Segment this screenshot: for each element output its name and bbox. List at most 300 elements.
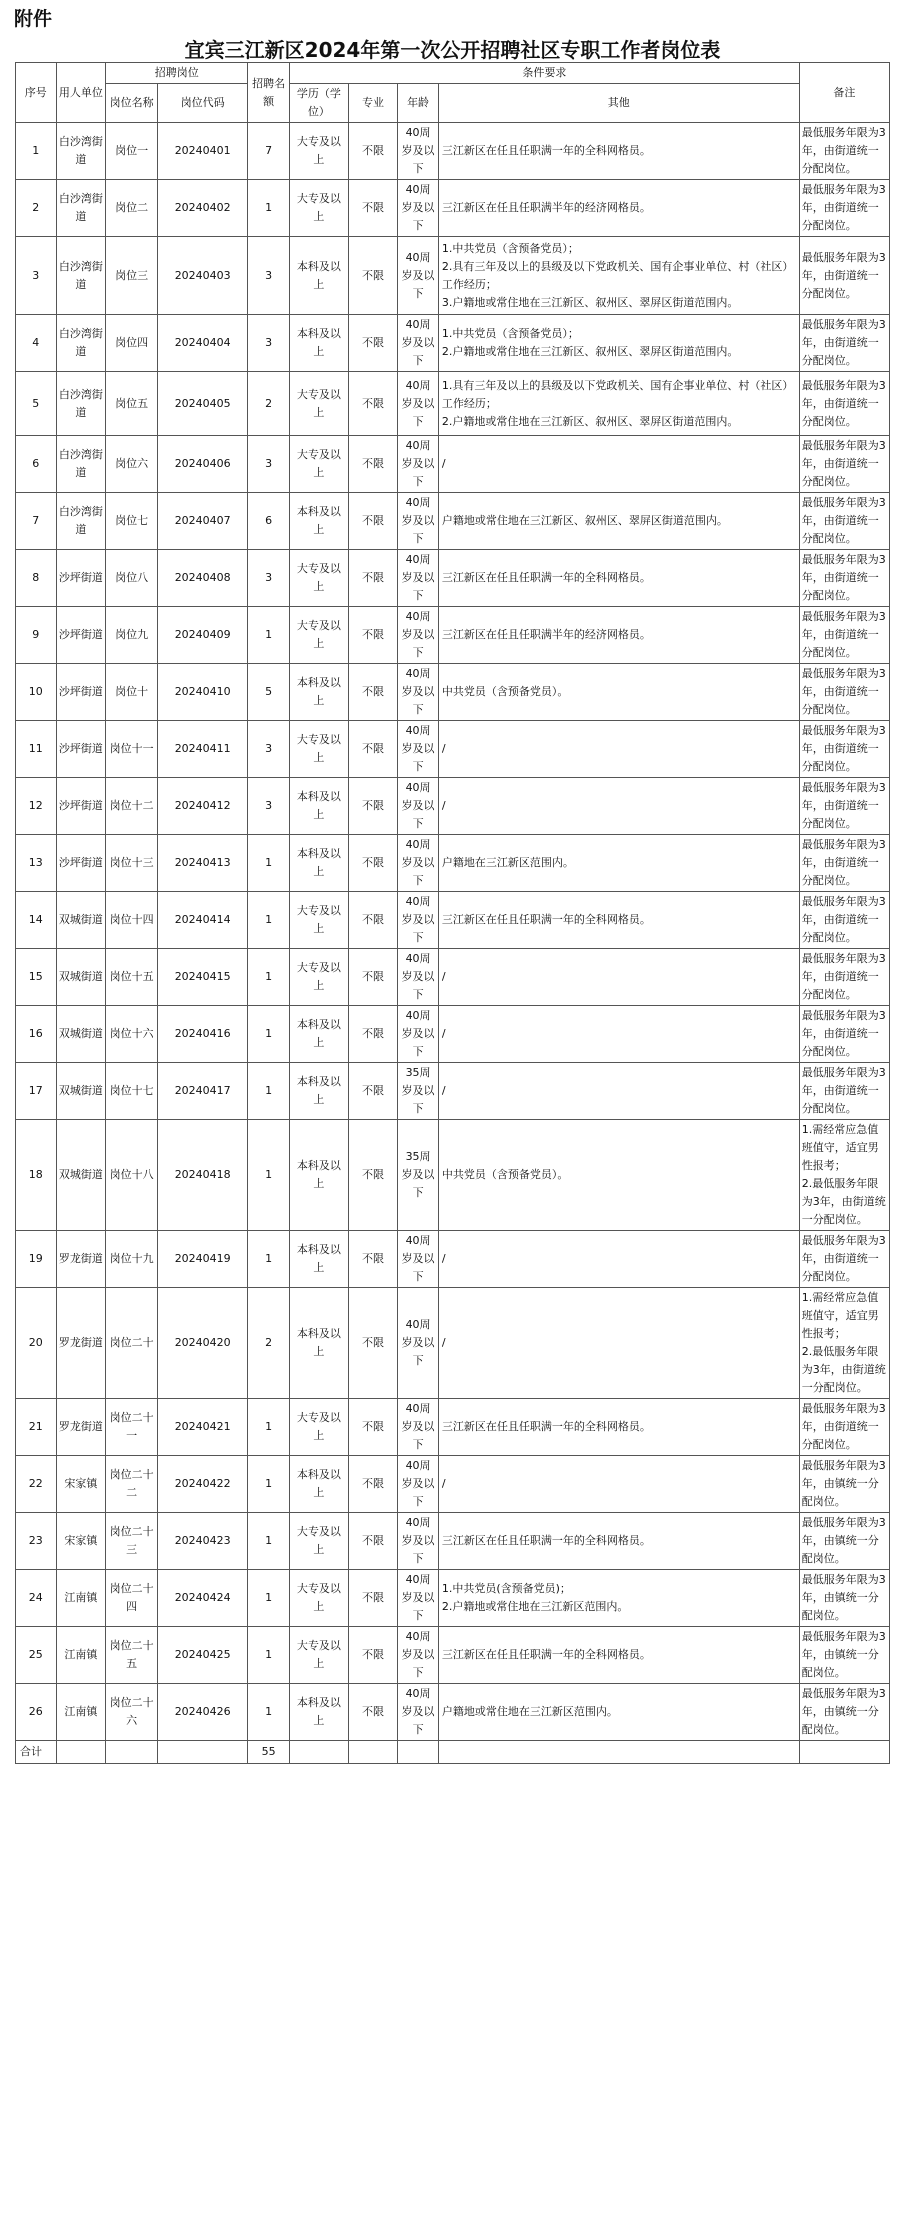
row-position-code: 20240413 (158, 835, 248, 892)
header-position-code: 岗位代码 (158, 84, 248, 123)
row-position-name: 岗位二十四 (106, 1570, 158, 1627)
row-remark-line: 1.需经常应急值班值守，适宜男性报考； (801, 1123, 879, 1172)
row-index: 15 (16, 949, 57, 1006)
row-position-name: 岗位十七 (106, 1063, 158, 1120)
header-quota: 招聘名额 (248, 63, 290, 123)
row-other-line: / (441, 970, 446, 983)
row-major: 不限 (348, 892, 398, 949)
row-remark-line: 1.需经常应急值班值守，适宜男性报考； (801, 1291, 879, 1340)
row-position-code: 20240417 (158, 1063, 248, 1120)
table-row (16, 315, 890, 372)
row-other (438, 180, 799, 237)
row-quota: 1 (248, 607, 290, 664)
table-row (16, 1231, 890, 1288)
row-other (438, 123, 799, 180)
row-quota: 6 (248, 493, 290, 550)
row-quota: 2 (248, 372, 290, 436)
row-remark (799, 1063, 889, 1120)
row-employer: 沙坪街道 (56, 664, 106, 721)
table-row (16, 493, 890, 550)
row-position-code: 20240425 (158, 1627, 248, 1684)
row-position-name: 岗位十四 (106, 892, 158, 949)
row-education: 本科及以上 (290, 1063, 349, 1120)
row-education: 大专及以上 (290, 949, 349, 1006)
row-remark (799, 1456, 889, 1513)
row-position-name: 岗位十五 (106, 949, 158, 1006)
row-age: 40周岁及以下 (398, 493, 439, 550)
row-index: 10 (16, 664, 57, 721)
row-index: 16 (16, 1006, 57, 1063)
row-position-code: 20240410 (158, 664, 248, 721)
row-remark (799, 664, 889, 721)
row-employer: 双城街道 (56, 1120, 106, 1231)
row-remark-line: 最低服务年限为3年，由街道统一分配岗位。 (801, 439, 886, 488)
row-position-code: 20240406 (158, 436, 248, 493)
row-age: 40周岁及以下 (398, 1456, 439, 1513)
row-other (438, 1399, 799, 1456)
row-age: 40周岁及以下 (398, 1399, 439, 1456)
row-remark (799, 237, 889, 315)
row-other-line: 三江新区在任且任职满半年的经济网格员。 (441, 628, 651, 641)
row-position-code: 20240412 (158, 778, 248, 835)
row-other (438, 1570, 799, 1627)
row-major: 不限 (348, 1513, 398, 1570)
row-remark-line: 最低服务年限为3年，由街道统一分配岗位。 (801, 126, 886, 175)
row-remark-line: 最低服务年限为3年，由镇统一分配岗位。 (801, 1516, 886, 1565)
row-remark-line: 最低服务年限为3年，由街道统一分配岗位。 (801, 838, 886, 887)
row-age: 40周岁及以下 (398, 1684, 439, 1741)
row-age: 40周岁及以下 (398, 949, 439, 1006)
row-other (438, 372, 799, 436)
row-position-name: 岗位二十一 (106, 1399, 158, 1456)
row-quota: 2 (248, 1288, 290, 1399)
table-row (16, 180, 890, 237)
row-quota: 3 (248, 721, 290, 778)
row-remark-line: 最低服务年限为3年，由镇统一分配岗位。 (801, 1573, 886, 1622)
row-index: 12 (16, 778, 57, 835)
row-age: 40周岁及以下 (398, 835, 439, 892)
row-position-name: 岗位三 (106, 237, 158, 315)
row-major: 不限 (348, 1120, 398, 1231)
row-other-line: 三江新区在任且任职满一年的全科网格员。 (441, 913, 651, 926)
table-row (16, 721, 890, 778)
row-position-name: 岗位十三 (106, 835, 158, 892)
table-row (16, 1684, 890, 1741)
row-other (438, 1120, 799, 1231)
attachment-label: 附件 (14, 8, 53, 30)
row-major: 不限 (348, 778, 398, 835)
positions-table (15, 62, 890, 1764)
row-remark-line: 最低服务年限为3年，由街道统一分配岗位。 (801, 1234, 886, 1283)
row-index: 11 (16, 721, 57, 778)
row-remark-line: 最低服务年限为3年，由街道统一分配岗位。 (801, 895, 886, 944)
row-employer: 宋家镇 (56, 1456, 106, 1513)
row-age: 40周岁及以下 (398, 372, 439, 436)
row-remark-line: 最低服务年限为3年，由街道统一分配岗位。 (801, 250, 886, 300)
row-index: 20 (16, 1288, 57, 1399)
document-title: 宜宾三江新区2024年第一次公开招聘社区专职工作者岗位表 (184, 38, 721, 62)
row-employer: 白沙湾街道 (56, 123, 106, 180)
row-other-line: 1.中共党员(含预备党员)； (441, 1582, 571, 1595)
row-index: 3 (16, 237, 57, 315)
row-age: 40周岁及以下 (398, 664, 439, 721)
row-remark-line: 最低服务年限为3年，由镇统一分配岗位。 (801, 1459, 886, 1508)
row-other (438, 493, 799, 550)
row-other-line: / (441, 1027, 446, 1040)
row-employer: 白沙湾街道 (56, 315, 106, 372)
row-index: 22 (16, 1456, 57, 1513)
total-quota: 55 (248, 1741, 290, 1764)
header-education: 学历（学位） (290, 84, 349, 123)
row-quota: 1 (248, 1456, 290, 1513)
row-age: 40周岁及以下 (398, 607, 439, 664)
row-index: 25 (16, 1627, 57, 1684)
row-quota: 1 (248, 1570, 290, 1627)
row-remark (799, 1006, 889, 1063)
row-other (438, 721, 799, 778)
row-position-name: 岗位四 (106, 315, 158, 372)
row-major: 不限 (348, 607, 398, 664)
row-position-name: 岗位二十三 (106, 1513, 158, 1570)
row-remark (799, 721, 889, 778)
row-other-line: 3.户籍地或常住地在三江新区、叙州区、翠屏区街道范围内。 (441, 295, 739, 309)
row-major: 不限 (348, 1063, 398, 1120)
row-major: 不限 (348, 1570, 398, 1627)
row-remark-line: 最低服务年限为3年，由街道统一分配岗位。 (801, 1402, 886, 1451)
row-remark-line: 最低服务年限为3年，由街道统一分配岗位。 (801, 496, 886, 545)
row-other-line: / (441, 799, 446, 812)
row-position-code: 20240402 (158, 180, 248, 237)
table-row (16, 835, 890, 892)
row-remark (799, 778, 889, 835)
row-quota: 1 (248, 1513, 290, 1570)
row-major: 不限 (348, 237, 398, 315)
row-other-line: 三江新区在任且任职满一年的全科网格员。 (441, 1420, 651, 1433)
row-position-name: 岗位十二 (106, 778, 158, 835)
row-quota: 1 (248, 949, 290, 1006)
row-major: 不限 (348, 835, 398, 892)
table-row (16, 1513, 890, 1570)
row-education: 大专及以上 (290, 372, 349, 436)
table-row (16, 1627, 890, 1684)
row-major: 不限 (348, 493, 398, 550)
row-position-name: 岗位十九 (106, 1231, 158, 1288)
row-other (438, 1288, 799, 1399)
row-index: 2 (16, 180, 57, 237)
table-row (16, 436, 890, 493)
row-remark (799, 123, 889, 180)
header-position-name: 岗位名称 (106, 84, 158, 123)
row-other (438, 949, 799, 1006)
row-education: 本科及以上 (290, 1684, 349, 1741)
row-other (438, 607, 799, 664)
row-age: 40周岁及以下 (398, 1288, 439, 1399)
row-remark-line: 最低服务年限为3年，由街道统一分配岗位。 (801, 183, 886, 232)
row-education: 大专及以上 (290, 721, 349, 778)
row-quota: 1 (248, 1120, 290, 1231)
row-major: 不限 (348, 1288, 398, 1399)
row-remark (799, 1684, 889, 1741)
row-employer: 双城街道 (56, 892, 106, 949)
row-age: 40周岁及以下 (398, 180, 439, 237)
row-index: 19 (16, 1231, 57, 1288)
row-major: 不限 (348, 664, 398, 721)
header-index: 序号 (16, 63, 57, 123)
row-employer: 沙坪街道 (56, 607, 106, 664)
row-education: 大专及以上 (290, 892, 349, 949)
row-index: 4 (16, 315, 57, 372)
row-education: 大专及以上 (290, 1627, 349, 1684)
row-employer: 白沙湾街道 (56, 237, 106, 315)
row-other (438, 237, 799, 315)
row-position-code: 20240403 (158, 237, 248, 315)
row-other-line: 户籍地或常住地在三江新区范围内。 (441, 1705, 618, 1718)
row-other (438, 1456, 799, 1513)
row-quota: 3 (248, 237, 290, 315)
table-row (16, 607, 890, 664)
row-quota: 3 (248, 436, 290, 493)
row-other-line: 户籍地或常住地在三江新区、叙州区、翠屏区街道范围内。 (441, 514, 728, 527)
row-remark-line: 最低服务年限为3年，由街道统一分配岗位。 (801, 318, 886, 367)
row-remark-line: 最低服务年限为3年，由街道统一分配岗位。 (801, 553, 886, 602)
row-other-line: 三江新区在任且任职满一年的全科网格员。 (441, 1648, 651, 1661)
row-other (438, 550, 799, 607)
row-remark (799, 436, 889, 493)
row-other-line: 户籍地在三江新区范围内。 (441, 856, 574, 869)
row-other-line: / (441, 1084, 446, 1097)
row-employer: 江南镇 (56, 1570, 106, 1627)
row-quota: 1 (248, 1627, 290, 1684)
row-education: 本科及以上 (290, 778, 349, 835)
row-index: 13 (16, 835, 57, 892)
row-employer: 双城街道 (56, 1063, 106, 1120)
row-remark (799, 180, 889, 237)
row-remark-line: 最低服务年限为3年，由街道统一分配岗位。 (801, 1009, 886, 1058)
row-remark-line: 最低服务年限为3年，由街道统一分配岗位。 (801, 781, 886, 830)
row-age: 40周岁及以下 (398, 123, 439, 180)
row-quota: 1 (248, 1006, 290, 1063)
row-other (438, 315, 799, 372)
row-position-code: 20240419 (158, 1231, 248, 1288)
table-row (16, 372, 890, 436)
row-remark-line: 2.最低服务年限为3年，由街道统一分配岗位。 (801, 1177, 886, 1226)
row-position-code: 20240424 (158, 1570, 248, 1627)
row-major: 不限 (348, 372, 398, 436)
row-age: 40周岁及以下 (398, 1006, 439, 1063)
table-row (16, 1006, 890, 1063)
row-remark-line: 最低服务年限为3年，由街道统一分配岗位。 (801, 724, 886, 773)
row-other-line: 三江新区在任且任职满一年的全科网格员。 (441, 1534, 651, 1547)
row-education: 大专及以上 (290, 607, 349, 664)
row-position-name: 岗位六 (106, 436, 158, 493)
row-other (438, 1006, 799, 1063)
header-requirements-group: 条件要求 (290, 63, 800, 84)
row-major: 不限 (348, 1399, 398, 1456)
row-position-name: 岗位七 (106, 493, 158, 550)
row-index: 24 (16, 1570, 57, 1627)
row-education: 本科及以上 (290, 1006, 349, 1063)
row-employer: 沙坪街道 (56, 550, 106, 607)
row-remark (799, 949, 889, 1006)
row-position-name: 岗位二十五 (106, 1627, 158, 1684)
table-row (16, 1399, 890, 1456)
total-label: 合计 (16, 1741, 57, 1764)
row-other-line: 2.户籍地或常住地在三江新区范围内。 (441, 1600, 629, 1613)
row-other-line: 1.中共党员（含预备党员）； (441, 327, 579, 340)
header-employer: 用人单位 (56, 63, 106, 123)
row-employer: 沙坪街道 (56, 835, 106, 892)
row-position-name: 岗位一 (106, 123, 158, 180)
row-education: 本科及以上 (290, 237, 349, 315)
header-age: 年龄 (398, 84, 439, 123)
row-quota: 3 (248, 315, 290, 372)
row-major: 不限 (348, 180, 398, 237)
row-position-code: 20240426 (158, 1684, 248, 1741)
row-education: 大专及以上 (290, 180, 349, 237)
row-other (438, 1627, 799, 1684)
row-quota: 1 (248, 892, 290, 949)
row-other-line: 2.户籍地或常住地在三江新区、叙州区、翠屏区街道范围内。 (441, 414, 739, 428)
row-position-name: 岗位九 (106, 607, 158, 664)
row-remark (799, 1231, 889, 1288)
row-index: 5 (16, 372, 57, 436)
row-age: 40周岁及以下 (398, 1570, 439, 1627)
row-remark (799, 892, 889, 949)
row-age: 40周岁及以下 (398, 550, 439, 607)
row-other (438, 436, 799, 493)
row-remark-line: 最低服务年限为3年，由街道统一分配岗位。 (801, 378, 886, 428)
row-index: 8 (16, 550, 57, 607)
row-major: 不限 (348, 436, 398, 493)
row-other-line: 三江新区在任且任职满半年的经济网格员。 (441, 201, 651, 214)
row-index: 23 (16, 1513, 57, 1570)
row-other (438, 1513, 799, 1570)
row-quota: 3 (248, 550, 290, 607)
row-other-line: 三江新区在任且任职满一年的全科网格员。 (441, 571, 651, 584)
row-education: 本科及以上 (290, 493, 349, 550)
row-position-name: 岗位二 (106, 180, 158, 237)
row-remark (799, 607, 889, 664)
row-education: 本科及以上 (290, 315, 349, 372)
row-education: 大专及以上 (290, 1570, 349, 1627)
row-quota: 1 (248, 1399, 290, 1456)
row-position-code: 20240411 (158, 721, 248, 778)
header-position-group: 招聘岗位 (106, 63, 248, 84)
row-index: 7 (16, 493, 57, 550)
row-quota: 1 (248, 1231, 290, 1288)
row-position-code: 20240423 (158, 1513, 248, 1570)
row-remark-line: 最低服务年限为3年，由街道统一分配岗位。 (801, 667, 886, 716)
row-other-line: 中共党员（含预备党员）。 (441, 1168, 569, 1181)
row-remark (799, 550, 889, 607)
row-education: 本科及以上 (290, 1288, 349, 1399)
table-row (16, 1120, 890, 1231)
row-age: 40周岁及以下 (398, 1627, 439, 1684)
row-position-code: 20240401 (158, 123, 248, 180)
row-remark (799, 835, 889, 892)
row-remark (799, 1288, 889, 1399)
row-other-line: 1.具有三年及以上的县级及以下党政机关、国有企事业单位、村（社区）工作经历； (441, 378, 794, 410)
row-other (438, 664, 799, 721)
row-age: 35周岁及以下 (398, 1120, 439, 1231)
row-index: 17 (16, 1063, 57, 1120)
table-row (16, 237, 890, 315)
table-row (16, 892, 890, 949)
row-remark (799, 372, 889, 436)
table-row (16, 550, 890, 607)
row-quota: 1 (248, 1063, 290, 1120)
row-age: 40周岁及以下 (398, 892, 439, 949)
row-education: 本科及以上 (290, 835, 349, 892)
row-quota: 1 (248, 180, 290, 237)
row-other-line: 1.中共党员（含预备党员）； (441, 241, 579, 255)
row-position-code: 20240404 (158, 315, 248, 372)
row-other-line: 三江新区在任且任职满一年的全科网格员。 (441, 144, 651, 157)
table-body (16, 123, 890, 1741)
row-age: 40周岁及以下 (398, 1231, 439, 1288)
row-major: 不限 (348, 123, 398, 180)
row-major: 不限 (348, 1231, 398, 1288)
row-major: 不限 (348, 1456, 398, 1513)
row-position-code: 20240409 (158, 607, 248, 664)
row-other-line: / (441, 1336, 446, 1349)
row-age: 40周岁及以下 (398, 778, 439, 835)
row-other-line: 2.户籍地或常住地在三江新区、叙州区、翠屏区街道范围内。 (441, 345, 739, 358)
row-employer: 宋家镇 (56, 1513, 106, 1570)
row-position-name: 岗位五 (106, 372, 158, 436)
row-other-line: / (441, 457, 446, 470)
row-employer: 白沙湾街道 (56, 180, 106, 237)
row-employer: 白沙湾街道 (56, 372, 106, 436)
row-education: 大专及以上 (290, 550, 349, 607)
table-row (16, 1570, 890, 1627)
row-other (438, 892, 799, 949)
row-employer: 白沙湾街道 (56, 493, 106, 550)
row-index: 18 (16, 1120, 57, 1231)
row-index: 1 (16, 123, 57, 180)
row-age: 40周岁及以下 (398, 1513, 439, 1570)
row-age: 40周岁及以下 (398, 721, 439, 778)
row-education: 本科及以上 (290, 664, 349, 721)
header-remark: 备注 (799, 63, 889, 123)
row-education: 本科及以上 (290, 1231, 349, 1288)
row-other-line: / (441, 1477, 446, 1490)
row-major: 不限 (348, 1684, 398, 1741)
row-position-name: 岗位十一 (106, 721, 158, 778)
row-position-code: 20240421 (158, 1399, 248, 1456)
row-other-line: / (441, 1252, 446, 1265)
row-remark-line: 最低服务年限为3年，由镇统一分配岗位。 (801, 1687, 886, 1736)
row-education: 大专及以上 (290, 1399, 349, 1456)
row-remark (799, 1120, 889, 1231)
row-employer: 白沙湾街道 (56, 436, 106, 493)
row-remark-line: 最低服务年限为3年，由街道统一分配岗位。 (801, 1066, 886, 1115)
row-remark (799, 1399, 889, 1456)
row-major: 不限 (348, 1006, 398, 1063)
row-major: 不限 (348, 949, 398, 1006)
row-other (438, 1231, 799, 1288)
row-education: 大专及以上 (290, 123, 349, 180)
row-position-code: 20240414 (158, 892, 248, 949)
row-position-code: 20240405 (158, 372, 248, 436)
row-other (438, 778, 799, 835)
row-position-name: 岗位二十二 (106, 1456, 158, 1513)
row-quota: 1 (248, 1684, 290, 1741)
row-remark (799, 315, 889, 372)
row-other-line: 中共党员（含预备党员）。 (441, 685, 569, 698)
row-remark (799, 1627, 889, 1684)
row-index: 6 (16, 436, 57, 493)
